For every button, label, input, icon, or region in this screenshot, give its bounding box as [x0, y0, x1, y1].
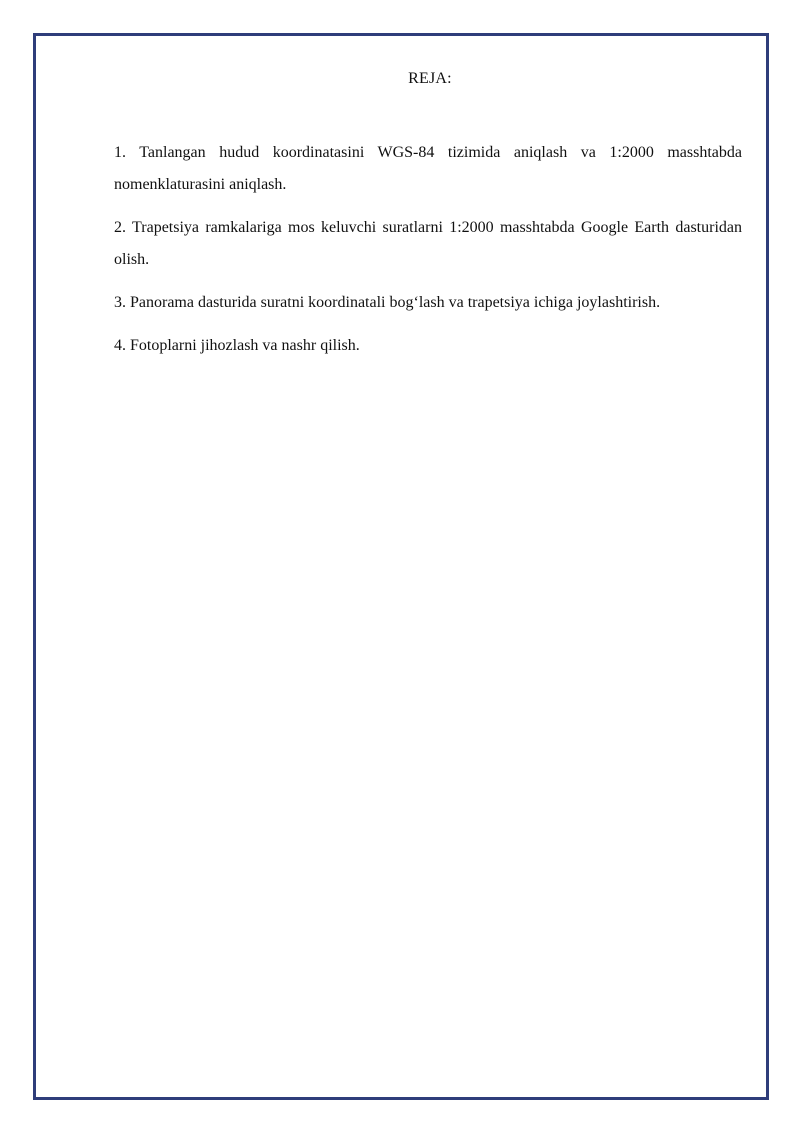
list-item-text: Fotoplarni jihozlash va nashr qilish. — [130, 337, 360, 354]
page-title: REJA: — [408, 70, 452, 87]
plan-list — [114, 137, 742, 373]
list-item — [114, 212, 742, 276]
list-item — [114, 287, 742, 319]
list-item-number: 3. — [114, 294, 130, 311]
list-item — [114, 330, 742, 362]
list-item-text: Trapetsiya ramkalariga mos keluvchi suratlarni 1:2000 masshtabda Google Earth dasturidan olish. — [114, 219, 742, 268]
list-item-number: 4. — [114, 337, 130, 354]
list-item-number: 2. — [114, 219, 133, 236]
list-item-text: Panorama dasturida suratni koordinatali bog‘lash va trapetsiya ichiga joylashtirish. — [130, 294, 661, 311]
list-item-text: Tanlangan hudud koordinatasini WGS-84 tizimida aniqlash va 1:2000 masshtabda nomenklaturasini aniqlash. — [114, 144, 742, 193]
list-item-number: 1. — [114, 144, 140, 161]
list-item — [114, 137, 742, 201]
